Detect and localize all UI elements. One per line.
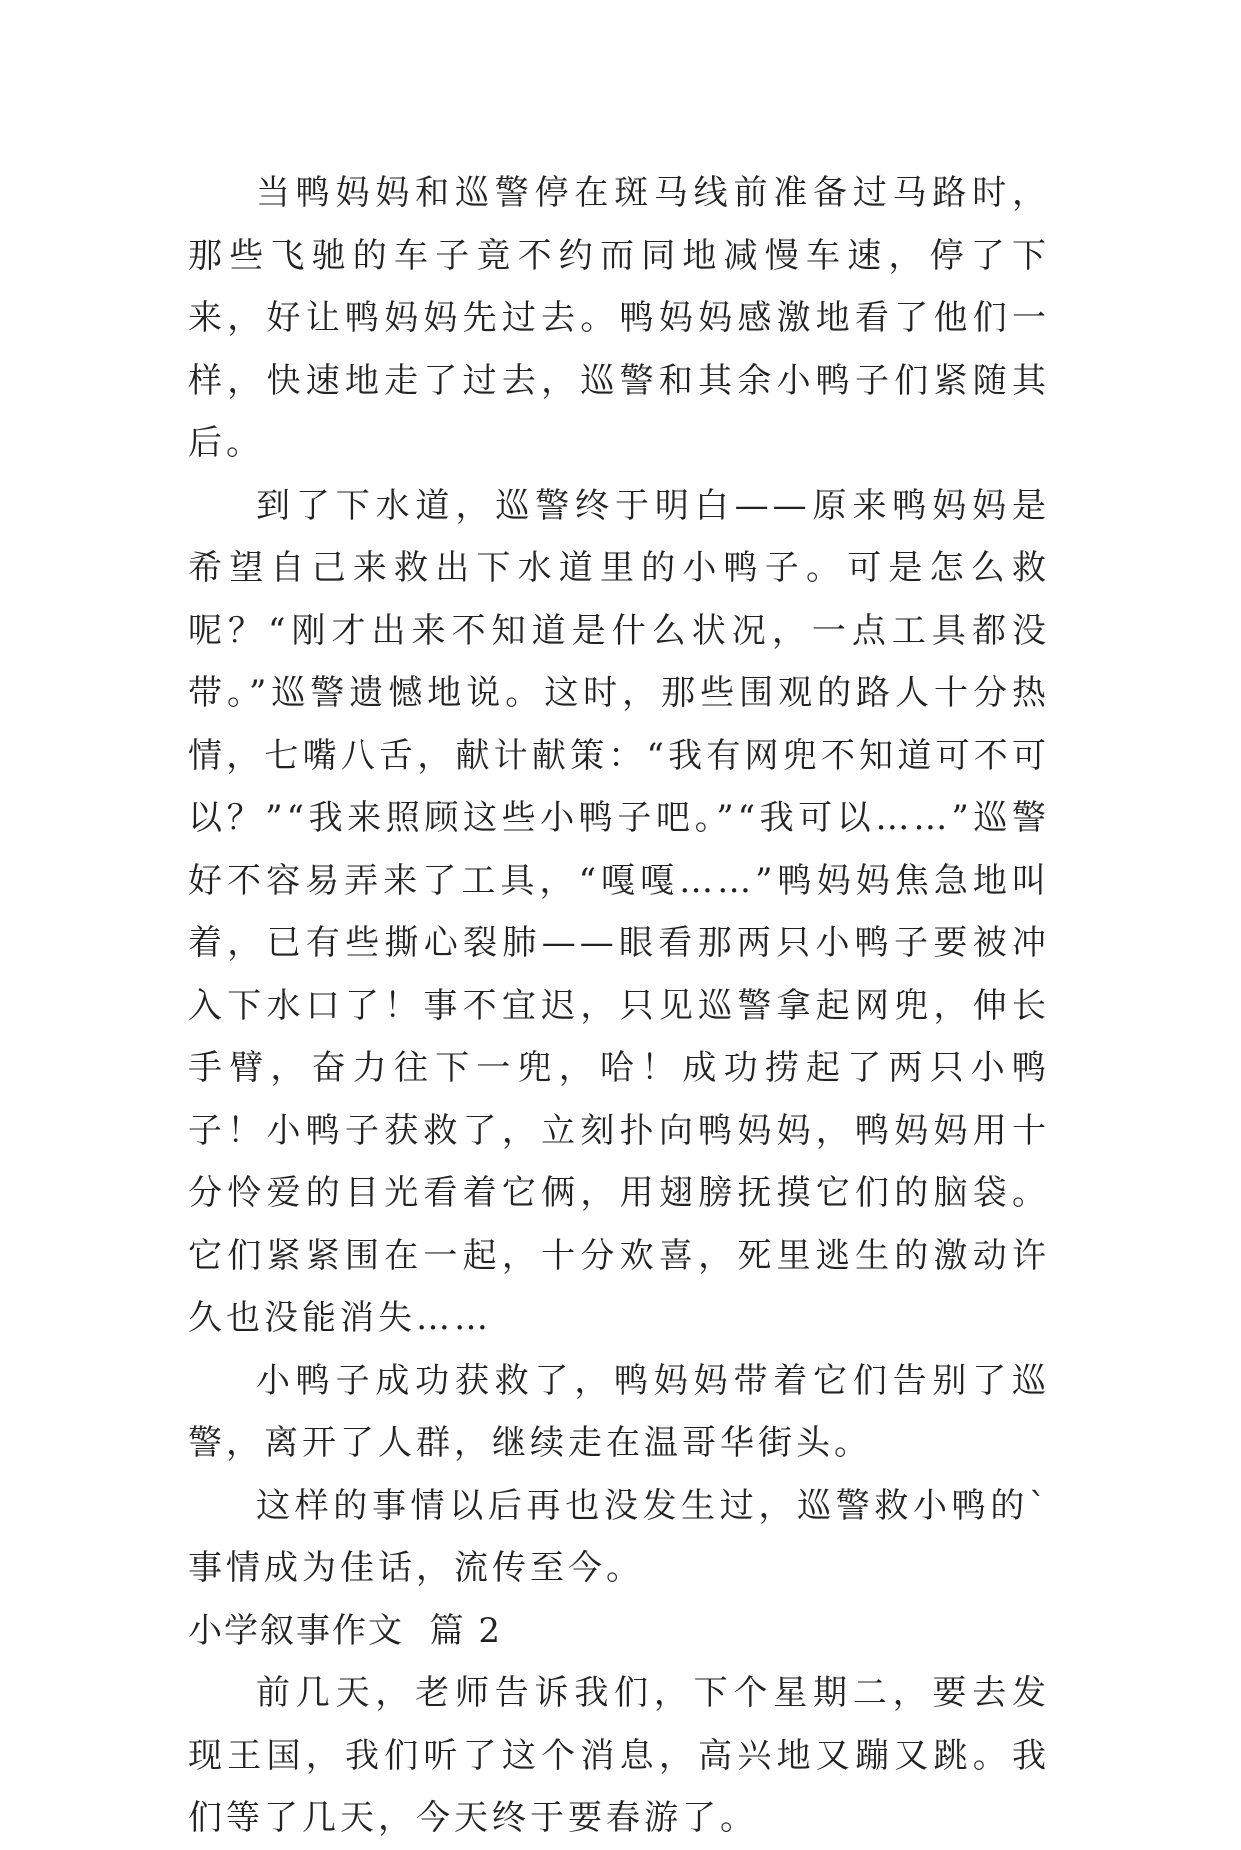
- document-body: [188, 162, 1050, 1850]
- paragraph-legend: 这样的事情以后再也没发生过，巡警救小鸭的`事情成为佳话，流传至今。: [188, 1485, 1050, 1588]
- paragraph-crosswalk: 当鸭妈妈和巡警停在斑马线前准备过马路时，那些飞驰的车子竟不约而同地减慢车速，停了下来，好让鸭妈妈先过去。鸭妈妈感激地看了他们一样，快速地走了过去，巡警和其余小鸭子们紧随其后。: [188, 173, 1050, 463]
- section-heading: 小学叙事作文 篇 2: [188, 1610, 503, 1651]
- paragraph-rescue: 到了下水道，巡警终于明白——原来鸭妈妈是希望自己来救出下水道里的小鸭子。可是怎么救呢？“刚才出来不知道是什么状况，一点工具都没带。”巡警遗憾地说。这时，那些围观的路人十分热情，七嘴八舌，献计献策：“我有网兜不知道可不可以？”“我来照顾这些小鸭子吧。”“我可以……”巡警好不容易弄来了工具，“嘎嘎……”鸭妈妈焦急地叫着，已有些撕心裂肺——眼看那两只小鸭子要被冲入下水口了！事不宜迟，只见巡警拿起网兜，伸长手臂，奋力往下一兜，哈！成功捞起了两只小鸭子！小鸭子获救了，立刻扑向鸭妈妈，鸭妈妈用十分怜爱的目光看着它俩，用翅膀抚摸它们的脑袋。它们紧紧围在一起，十分欢喜，死里逃生的激动许久也没能消失……: [188, 485, 1050, 1338]
- paragraph-farewell: 小鸭子成功获救了，鸭妈妈带着它们告别了巡警，离开了人群，继续走在温哥华街头。: [188, 1360, 1050, 1463]
- paragraph-spring-outing: 前几天，老师告诉我们，下个星期二，要去发现王国，我们听了这个消息，高兴地又蹦又跳。我们等了几天，今天终于要春游了。: [188, 1673, 1050, 1838]
